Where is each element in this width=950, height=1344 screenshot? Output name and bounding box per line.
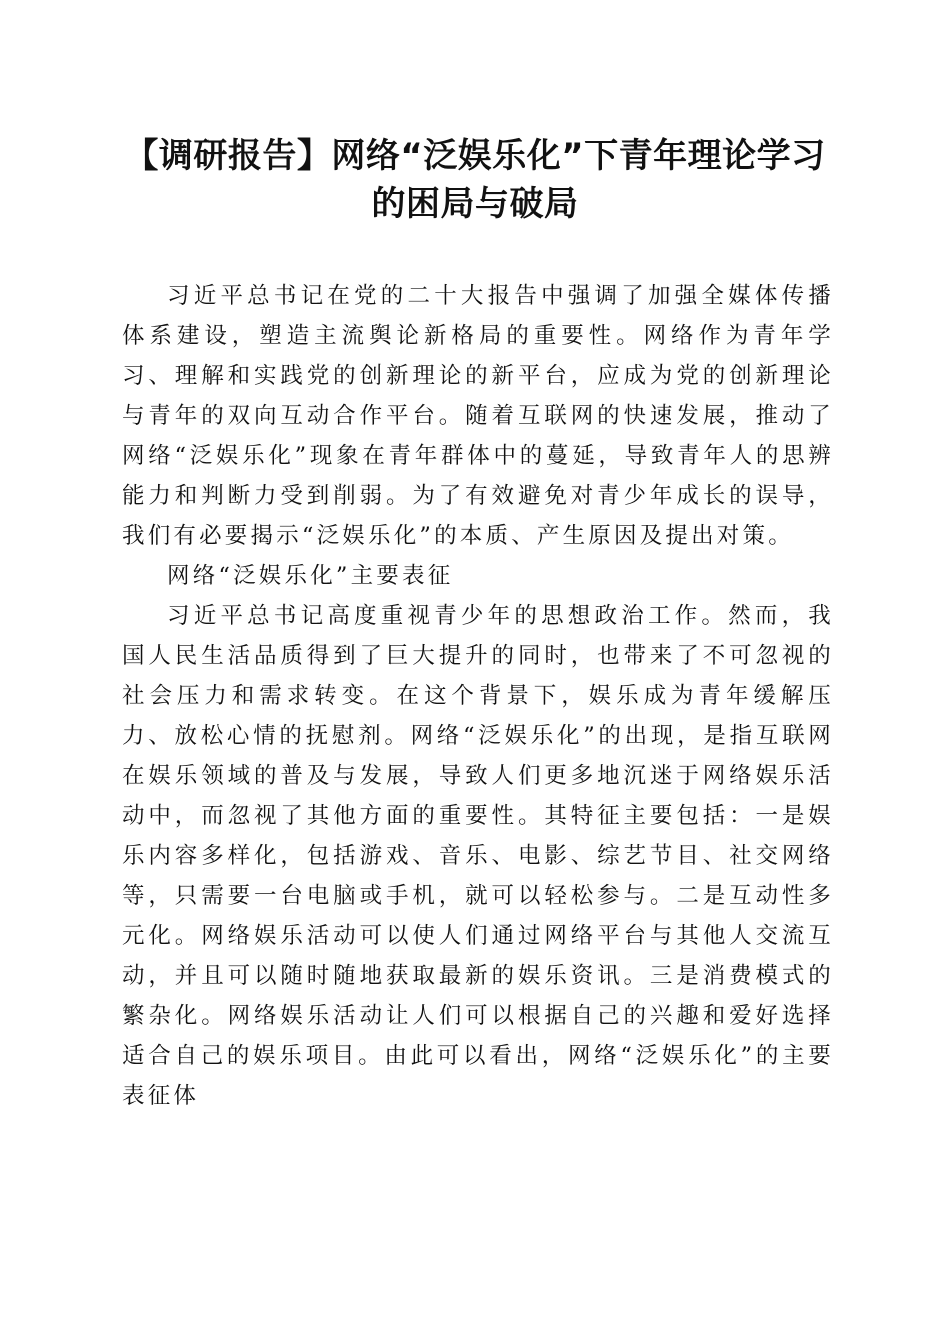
document-body: [122, 276, 834, 1116]
document-title: 【调研报告】网络“泛娱乐化”下青年理论学习的困局与破局: [124, 136, 826, 224]
section-paragraph: 习近平总书记高度重视青少年的思想政治工作。然而，我国人民生活品质得到了巨大提升的同时，也带来了不可忽视的社会压力和需求转变。在这个背景下，娱乐成为青年缓解压力、放松心情的抚慰剂。网络“泛娱乐化”的出现，是指互联网在娱乐领域的普及与发展，导致人们更多地沉迷于网络娱乐活动中，而忽视了其他方面的重要性。其特征主要包括：一是娱乐内容多样化，包括游戏、音乐、电影、综艺节目、社交网络等，只需要一台电脑或手机，就可以轻松参与。二是互动性多元化。网络娱乐活动可以使人们通过网络平台与其他人交流互动，并且可以随时随地获取最新的娱乐资讯。三是消费模式的繁杂化。网络娱乐活动让人们可以根据自己的兴趣和爱好选择适合自己的娱乐项目。由此可以看出，网络“泛娱乐化”的主要表征体: [122, 603, 834, 1109]
section-heading: 网络“泛娱乐化”主要表征: [167, 563, 454, 589]
intro-paragraph: 习近平总书记在党的二十大报告中强调了加强全媒体传播体系建设，塑造主流舆论新格局的重要性。网络作为青年学习、理解和实践党的创新理论的新平台，应成为党的创新理论与青年的双向互动合作平台。随着互联网的快速发展，推动了网络“泛娱乐化”现象在青年群体中的蔓延，导致青年人的思辨能力和判断力受到削弱。为了有效避免对青少年成长的误导，我们有必要揭示“泛娱乐化”的本质、产生原因及提出对策。: [122, 283, 834, 549]
